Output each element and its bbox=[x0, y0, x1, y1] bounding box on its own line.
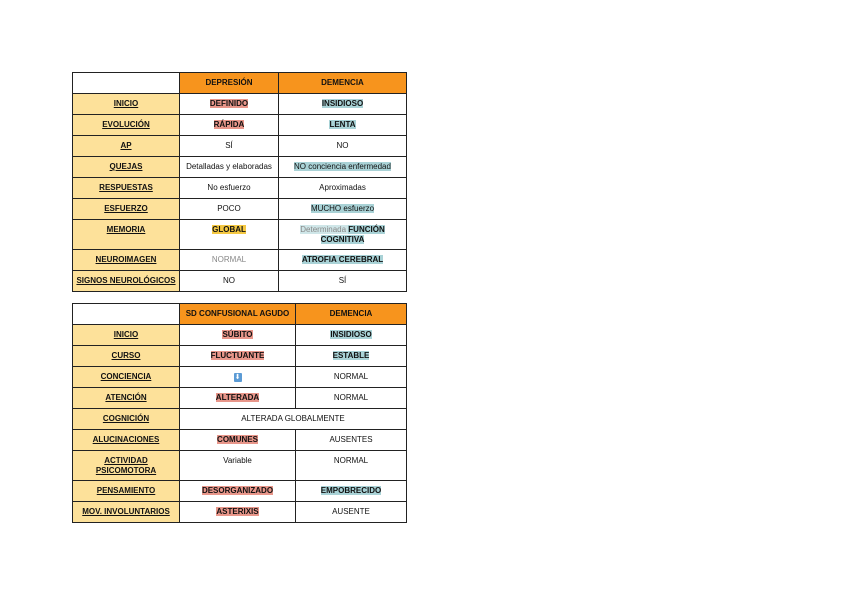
row-label-signos-neurologicos: SIGNOS NEUROLÓGICOS bbox=[73, 271, 180, 292]
cell bbox=[180, 388, 296, 409]
cell-value: EMPOBRECIDO bbox=[320, 486, 382, 495]
cell-value-part: Determinada bbox=[300, 225, 347, 234]
cell-value: LENTA bbox=[329, 120, 356, 129]
cell bbox=[279, 250, 407, 271]
table-row bbox=[73, 157, 407, 178]
table-row bbox=[73, 451, 407, 481]
table-row bbox=[73, 367, 407, 388]
table-row bbox=[73, 346, 407, 367]
cell bbox=[180, 220, 279, 250]
cell-value: NO bbox=[180, 271, 279, 292]
sd-confusional-vs-demencia-table bbox=[72, 303, 407, 523]
cell-value: FLUCTUANTE bbox=[210, 351, 265, 360]
cell bbox=[180, 325, 296, 346]
cell-value: NO bbox=[279, 136, 407, 157]
table-row bbox=[73, 250, 407, 271]
row-label-atencion: ATENCIÓN bbox=[73, 388, 180, 409]
row-label-alucinaciones: ALUCINACIONES bbox=[73, 430, 180, 451]
cell-value: MUCHO esfuerzo bbox=[310, 204, 375, 213]
table-row bbox=[73, 409, 407, 430]
cell-value: SÚBITO bbox=[222, 330, 253, 339]
cell-value: NORMAL bbox=[296, 388, 407, 409]
row-label-inicio: INICIO bbox=[73, 325, 180, 346]
table-row bbox=[73, 271, 407, 292]
cell-value: GLOBAL bbox=[212, 225, 246, 234]
cell-value: No esfuerzo bbox=[180, 178, 279, 199]
row-label-mov-involuntarios: MOV. INVOLUNTARIOS bbox=[73, 502, 180, 523]
header-sd-confusional: SD CONFUSIONAL AGUDO bbox=[180, 304, 296, 325]
cell-value: AUSENTE bbox=[296, 502, 407, 523]
cell-value: NORMAL bbox=[296, 367, 407, 388]
header-demencia: DEMENCIA bbox=[279, 73, 407, 94]
cell-value: COMUNES bbox=[217, 435, 258, 444]
cell bbox=[279, 115, 407, 136]
cell bbox=[180, 481, 296, 502]
table-row bbox=[73, 199, 407, 220]
row-label-ap: AP bbox=[73, 136, 180, 157]
header-demencia: DEMENCIA bbox=[296, 304, 407, 325]
cell bbox=[180, 115, 279, 136]
cell-value: NO conciencia enfermedad bbox=[294, 162, 391, 171]
table-row bbox=[73, 220, 407, 250]
cell bbox=[180, 367, 296, 388]
table-row bbox=[73, 178, 407, 199]
cell-value: SÍ bbox=[279, 271, 407, 292]
row-label-neuroimagen: NEUROIMAGEN bbox=[73, 250, 180, 271]
cell bbox=[180, 430, 296, 451]
merged-cell-value: ALTERADA GLOBALMENTE bbox=[180, 409, 407, 430]
header-depresion: DEPRESIÓN bbox=[180, 73, 279, 94]
cell-value: ASTERIXIS bbox=[216, 507, 259, 516]
cell-value: SÍ bbox=[180, 136, 279, 157]
row-label-memoria: MEMORIA bbox=[73, 220, 180, 250]
cell bbox=[279, 199, 407, 220]
cell-value: RÁPIDA bbox=[213, 120, 245, 129]
cell-value: Aproximadas bbox=[279, 178, 407, 199]
table-row bbox=[73, 136, 407, 157]
table-header-row bbox=[73, 73, 407, 94]
cell-value: AUSENTES bbox=[296, 430, 407, 451]
cell-value: INSIDIOSO bbox=[321, 99, 364, 108]
row-label-evolucion: EVOLUCIÓN bbox=[73, 115, 180, 136]
cell-value: INSIDIOSO bbox=[330, 330, 372, 339]
table-row bbox=[73, 115, 407, 136]
cell bbox=[180, 502, 296, 523]
arrow-down-icon: ⬇ bbox=[234, 374, 241, 381]
row-label-cognicion: COGNICIÓN bbox=[73, 409, 180, 430]
cell-value: POCO bbox=[180, 199, 279, 220]
row-label-curso: CURSO bbox=[73, 346, 180, 367]
table-row bbox=[73, 325, 407, 346]
cell bbox=[279, 94, 407, 115]
cell bbox=[279, 157, 407, 178]
cell-value: DEFINIDO bbox=[209, 99, 249, 108]
row-label-inicio: INICIO bbox=[73, 94, 180, 115]
table-header-row bbox=[73, 304, 407, 325]
cell-value: NORMAL bbox=[180, 250, 279, 271]
row-label-quejas: QUEJAS bbox=[73, 157, 180, 178]
cell bbox=[180, 346, 296, 367]
cell-value: Variable bbox=[180, 451, 296, 481]
cell-value: ALTERADA bbox=[215, 393, 260, 402]
cell bbox=[296, 481, 407, 502]
table-row bbox=[73, 502, 407, 523]
header-blank bbox=[73, 73, 180, 94]
cell bbox=[296, 325, 407, 346]
table-row bbox=[73, 94, 407, 115]
header-blank bbox=[73, 304, 180, 325]
row-label-actividad-psicomotora: ACTIVIDAD PSICOMOTORA bbox=[73, 451, 180, 481]
cell bbox=[279, 220, 407, 250]
row-label-pensamiento: PENSAMIENTO bbox=[73, 481, 180, 502]
cell-value: DESORGANIZADO bbox=[201, 486, 274, 495]
cell bbox=[296, 346, 407, 367]
cell-value: ATROFIA CEREBRAL bbox=[301, 255, 384, 264]
depresion-vs-demencia-table bbox=[72, 72, 407, 292]
row-label-respuestas: RESPUESTAS bbox=[73, 178, 180, 199]
table-row bbox=[73, 481, 407, 502]
row-label-conciencia: CONCIENCIA bbox=[73, 367, 180, 388]
cell-value: NORMAL bbox=[296, 451, 407, 481]
table-row bbox=[73, 388, 407, 409]
row-label-esfuerzo: ESFUERZO bbox=[73, 199, 180, 220]
table-row bbox=[73, 430, 407, 451]
cell-value: Detalladas y elaboradas bbox=[180, 157, 279, 178]
cell bbox=[180, 94, 279, 115]
cell-value-part: FUNCIÓN COGNITIVA bbox=[320, 225, 385, 244]
cell-value: ESTABLE bbox=[332, 351, 370, 360]
